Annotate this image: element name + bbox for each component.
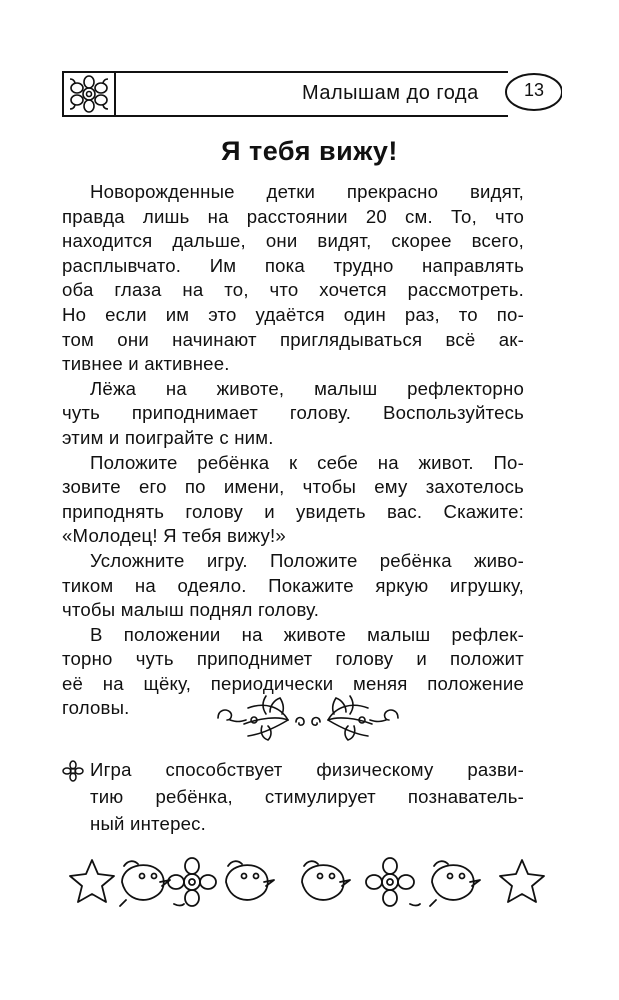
- text-line: расплывчато. Им пока трудно направлять: [62, 254, 524, 276]
- text-line: её на щёку, периодически меняя положение: [62, 672, 524, 694]
- flower-emblem-icon: [67, 74, 111, 114]
- paragraph: [62, 451, 524, 549]
- paragraph: [62, 377, 524, 451]
- text-line: правда лишь на расстоянии 20 см. То, что: [62, 205, 524, 227]
- text-line: зовите его по имени, чтобы ему захотелось: [62, 476, 524, 498]
- text-line: головы.: [62, 697, 130, 719]
- text-line: том они начинают приглядываться всё ак-: [62, 328, 524, 350]
- text-line: В положении на животе малыш рефлек-: [90, 623, 524, 645]
- flower-bullet-icon: [62, 760, 84, 782]
- text-line: оба глаза на то, что хочется рассмотреть.: [62, 279, 524, 301]
- note-line: ный интерес.: [90, 813, 207, 834]
- note-text: [90, 756, 524, 837]
- paragraph: [62, 549, 524, 623]
- text-line: чуть приподнимает голову. Воспользуйтесь: [62, 402, 524, 424]
- paragraph: [62, 180, 524, 377]
- text-line: Новорожденные детки прекрасно видят,: [90, 181, 524, 202]
- stars-birds-flowers-border-icon: [64, 852, 554, 914]
- running-header: [62, 70, 562, 118]
- note-line: тию ребёнка, стимулирует познаватель-: [90, 786, 524, 807]
- article-body: [62, 180, 524, 721]
- text-line: Положите ребёнка к себе на живот. По-: [90, 451, 524, 473]
- text-line: тивнее и активнее.: [62, 353, 230, 375]
- text-line: торно чуть приподнимет голову и положит: [62, 648, 524, 670]
- text-line: находится дальше, они видят, скорее всего,: [62, 230, 524, 252]
- page-title: Я тебя вижу!: [221, 136, 398, 166]
- text-line: чтобы малыш поднял голову.: [62, 599, 320, 621]
- note-line: Игра способствует физическому разви-: [90, 759, 524, 780]
- text-line: этим и поиграйте с ним.: [62, 426, 274, 448]
- text-line: Усложните игру. Положите ребёнка живо-: [90, 549, 524, 571]
- text-line: тиком на одеяло. Покажите яркую игрушку,: [62, 574, 524, 596]
- text-line: «Молодец! Я тебя вижу!»: [62, 525, 286, 547]
- text-line: приподнять голову и увидеть вас. Скажите:: [62, 500, 524, 522]
- page-number: 13: [524, 80, 545, 100]
- running-head-text: Малышам до года: [302, 82, 479, 104]
- floral-divider-icon: [210, 692, 406, 748]
- text-line: Но если им это удаётся один раз, то по-: [62, 303, 524, 325]
- text-line: Лёжа на животе, малыш рефлекторно: [90, 377, 524, 399]
